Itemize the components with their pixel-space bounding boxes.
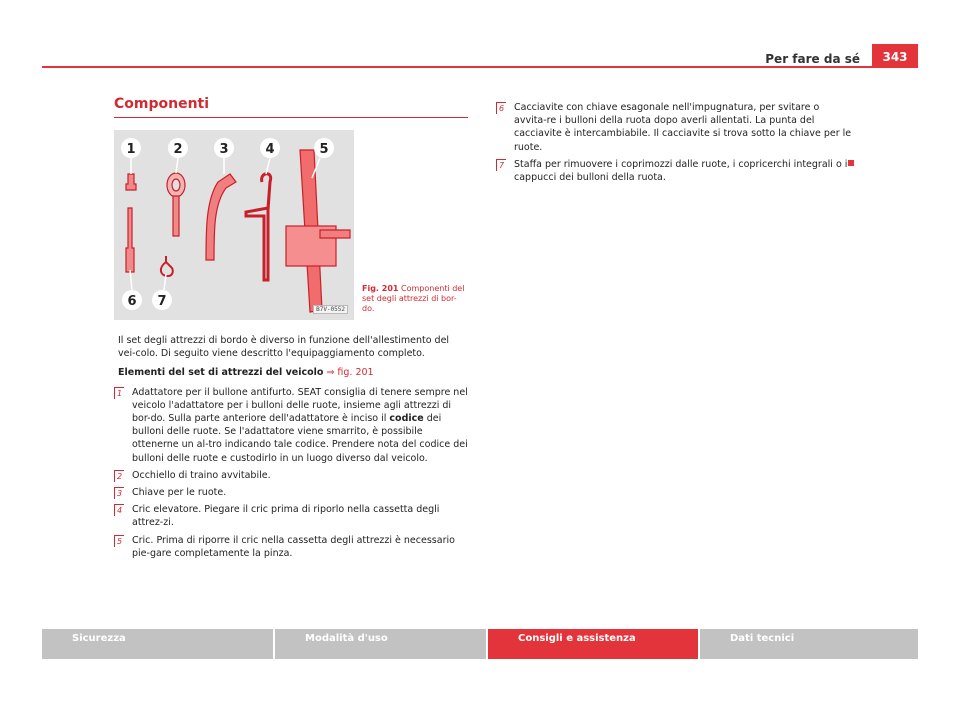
svg-text:6: 6 — [127, 294, 137, 309]
item-text: Chiave per le ruote. — [132, 487, 227, 499]
svg-text:5: 5 — [319, 142, 329, 157]
figure-reference-link[interactable]: ⇒ fig. 201 — [326, 367, 374, 379]
svg-text:3: 3 — [219, 142, 229, 157]
item-number-badge: 6 — [496, 102, 506, 114]
list-item — [118, 486, 468, 499]
callout-3 — [214, 138, 234, 158]
list-item — [118, 386, 468, 465]
wheel-wrench-shape — [206, 174, 236, 260]
tab-dati-tecnici[interactable]: Dati tecnici — [700, 629, 918, 659]
header-rule — [42, 66, 918, 68]
item-text: Cric elevatore. Piegare il cric prima di riporlo nella cassetta degli attrez-zi. — [132, 504, 440, 529]
item-number-badge: 4 — [114, 504, 124, 516]
callout-2 — [168, 138, 188, 158]
hubcap-hook-shape — [161, 256, 173, 276]
screwdriver-shape — [126, 208, 134, 272]
item-number-badge: 7 — [496, 159, 506, 171]
list-item — [500, 158, 852, 184]
svg-text:4: 4 — [265, 142, 275, 157]
right-column — [500, 101, 852, 188]
item-text: Cric. Prima di riporre il cric nella cassetta degli attrezzi è necessario pie-gare completamente la pinza. — [132, 534, 455, 559]
callout-7 — [152, 290, 172, 310]
callout-6 — [122, 290, 142, 310]
page-number: 343 — [872, 44, 918, 66]
item-text: Staffa per rimuovere i coprimozzi dalle ruote, i copricerchi integrali o i cappucci dei bulloni della ruota. — [514, 158, 848, 184]
item-number-badge: 3 — [114, 487, 124, 499]
left-column — [118, 334, 468, 564]
section-title: Componenti — [114, 96, 210, 112]
tab-sicurezza[interactable]: Sicurezza — [42, 629, 273, 659]
item-text-bold: codice — [389, 413, 424, 425]
jack-arm-shape — [320, 230, 350, 238]
item-number-badge: 1 — [114, 387, 124, 399]
subheading-label: Elementi del set di attrezzi del veicolo — [118, 367, 324, 379]
section-end-marker — [848, 160, 854, 166]
tab-modalita-duso[interactable]: Modalità d'uso — [275, 629, 486, 659]
svg-text:7: 7 — [157, 294, 167, 309]
item-text: Cacciavite con chiave esagonale nell'impugnatura, per svitare o avvita-re i bulloni della ruota dopo averli allentati. La punta del cacciavite è intercambiabile. Il cacciavite si trova sotto la chiave per le ruote. — [514, 102, 852, 153]
figure-code: B7V-0552 — [313, 305, 348, 314]
jack-crank-shape — [246, 174, 271, 280]
list-item — [118, 503, 468, 529]
svg-text:2: 2 — [173, 142, 183, 157]
item-text: Occhiello di traino avvitabile. — [132, 469, 271, 481]
list-item — [118, 534, 468, 560]
item-text-end: dei bulloni delle ruote. Se l'adattatore viene smarrito, è possibile ottenerne un al-tro indicando tale codice. Prendere nota del codice dei bulloni delle ruote e custodirlo in un luogo diverso dal veicolo. — [132, 413, 468, 464]
header-title: Per fare da sé — [765, 52, 860, 66]
item-text: Adattatore per il bullone antifurto. SEAT consiglia di tenere sempre nel veicolo l'adattatore per i bulloni delle ruote, insieme agli attrezzi di bor-do. Sulla parte anteriore dell'adattatore è inciso il — [132, 386, 468, 425]
callout-1 — [121, 138, 141, 158]
tab-consigli-e-assistenza[interactable]: Consigli e assistenza — [488, 629, 698, 659]
callout-5 — [314, 138, 334, 158]
item-number-badge: 2 — [114, 470, 124, 482]
tool-kit-illustration — [114, 130, 354, 320]
page-header — [42, 44, 918, 68]
intro-paragraph: Il set degli attrezzi di bordo è diverso in funzione dell'allestimento del vei-colo. Di seguito viene descritto l'equipaggiamento completo. — [118, 335, 450, 360]
list-item — [500, 101, 852, 154]
callout-4 — [260, 138, 280, 158]
figure-caption — [362, 284, 468, 314]
figure-caption-label: Fig. 201 — [362, 284, 399, 293]
item-number-badge: 5 — [114, 535, 124, 547]
svg-text:1: 1 — [126, 142, 136, 157]
tool-kit-figure — [114, 130, 354, 320]
subheading — [118, 366, 468, 379]
section-rule — [114, 117, 468, 118]
towing-eye-hole — [172, 179, 180, 191]
footer-nav — [42, 629, 918, 659]
towing-eye-shaft — [173, 196, 179, 236]
figure-caption-text: Componenti del set degli attrezzi di bor-do. — [362, 284, 465, 313]
adapter-bolt-shape — [126, 174, 136, 190]
list-item — [118, 469, 468, 482]
